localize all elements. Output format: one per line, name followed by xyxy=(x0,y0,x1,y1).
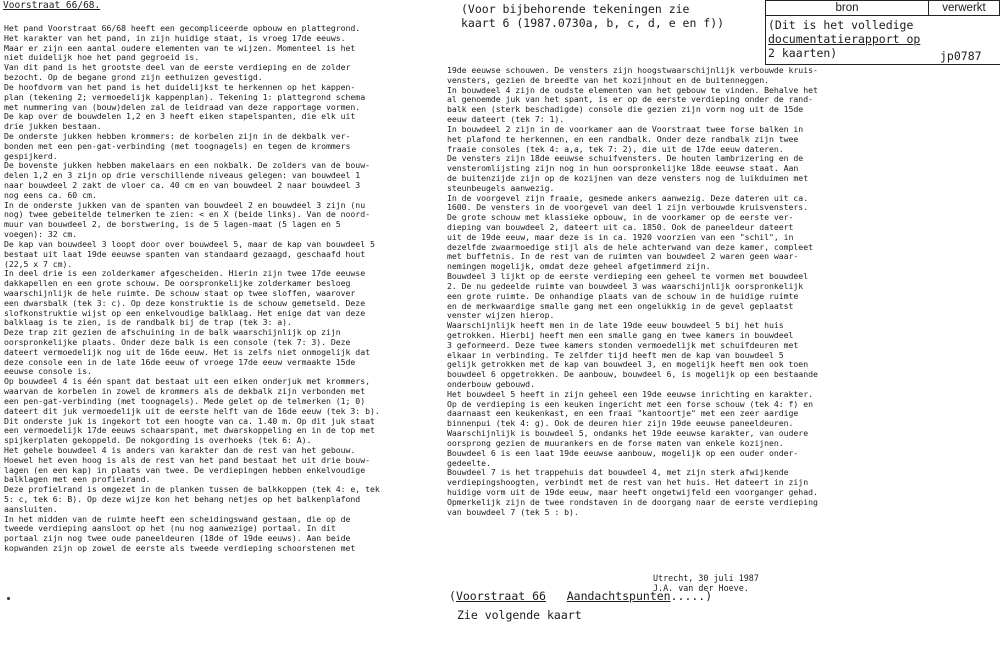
text-line: De grote schouw met klassieke opbouw, in de voorkamer op de eerste ver- xyxy=(447,213,794,223)
text-line: een vermoedelijk 17de eeuws schaarspant, met dwarskoppeling en in de top met xyxy=(4,426,375,436)
text-line: daarnaast een keukenkast, en een fraai "kantoortje" met een zeer aardige xyxy=(447,409,799,419)
text-line: 1600. De vensters in de voorgevel van deel 1 zijn verbouwde kruisvensters. xyxy=(447,203,809,213)
text-line: niet duidelijk hoe het pand gegroeid is. xyxy=(4,53,200,63)
text-line: verdiepingshoogten, verbindt met de rest van het huis. Het dateert in zijn xyxy=(447,478,809,488)
text-line: In bouwdeel 4 zijn de oudste elementen van het gebouw te vinden. Behalve het xyxy=(447,85,818,95)
text-line: venster wijzen hierop. xyxy=(447,311,555,321)
text-line: slofkonstruktie wijst op een enkelvoudige balklaag. Het enige dat van deze xyxy=(4,308,366,318)
text-line: bouwdeel 6 opgetrokken. De aanbouw, bouwdeel 6, is mogelijk op een bestaande xyxy=(447,370,818,380)
text-line: dakkapellen en een grote schouw. De oorspronkelijke zolderkamer besloeg xyxy=(4,279,351,289)
text-line: De kap over de bouwdelen 1,2 en 3 heeft eiken stapelspanten, die elk uit xyxy=(4,112,356,122)
text-line: en de merkwaardige smalle gang met een ongelukkig in de gevel geplaatst xyxy=(447,301,794,311)
left-text-column xyxy=(4,24,441,604)
text-line: uit de 19de eeuw, maar deze is in ca. 1920 voorzien van een "schil", in xyxy=(447,232,794,242)
text-line: 5: c, tek 6: B). Op deze wijze kon het behang netjes op het balkenplafond xyxy=(4,495,361,504)
footer-subject: Aandachtspunten xyxy=(566,589,671,603)
text-line: het plafond te herkennen, en een randbalk. Onder deze randbalk zijn twee xyxy=(447,134,799,144)
text-line: de buitenzijde zijn op de kozijnen van deze vensters nog de luikduimen met xyxy=(447,173,809,183)
text-line: In de voorgevel zijn fraaie, gesmede ankers aanwezig. Deze dateren uit ca. xyxy=(447,193,809,203)
text-line: De vensters zijn 18de eeuwse schuifvensters. De houten lambrizering en de xyxy=(447,154,804,164)
text-line: een grote ruimte. De onhandige plaats van de schouw in de huidige ruimte xyxy=(447,291,799,301)
text-line: Deze profielrand is omgezet in de planken tussen de balkkoppen (tek 4: e, tek xyxy=(4,485,380,495)
text-line: kopwanden zijn op zowel de eerste als tweede verdieping schoorstenen met xyxy=(4,544,356,554)
text-line: getrokken. Hierbij heeft men een smalle gang en twee kamers in bouwdeel xyxy=(447,330,794,340)
text-line: huidige vorm uit de 19de eeuw, maar heeft ongetwijfeld een voorganger gehad. xyxy=(447,487,818,497)
text-line: binnenpui (tek 4: g). Ook de deuren hier zijn 19de eeuwse paneeldeuren. xyxy=(447,419,794,429)
drawings-note-line-1: (Voor bijbehorende tekeningen zie xyxy=(461,2,690,16)
text-line: dateert vermoedelijk nog uit de 16de eeuw. Het is zelfs niet onmogelijk dat xyxy=(4,347,370,357)
text-line: balk een (sterk beschadigde) console die gezien zijn vorm nog uit de 15de xyxy=(447,105,804,115)
text-line: lagen (en een kap) in plaats van twee. De verdiepingen hebben enkelvoudige xyxy=(4,465,366,475)
text-line: De bovenste jukken hebben makelaars en een nokbalk. De zolders van de bouw- xyxy=(4,161,370,171)
documentation-note-line-2: documentatierapport op xyxy=(768,32,921,46)
text-line: waarschijnlijk de hele ruimte. De schouw staat op twee sloffen, waarover xyxy=(4,288,356,298)
text-line: een pen-gat-verbinding (met toognagels). Mede gelet op de telmerken (1; 0) xyxy=(4,396,366,406)
text-line: Het bouwdeel 5 heeft in zijn geheel een 19de eeuwse inrichting en karakter. xyxy=(447,389,813,399)
text-line: nog eens ca. 60 cm. xyxy=(4,190,97,200)
text-line: Van dit pand is het grootste deel van de eerste verdieping en de zolder xyxy=(4,63,351,73)
text-line: In het midden van de ruimte heeft een scheidingswand gestaan, die op de xyxy=(4,514,351,524)
drawings-note-line-2: kaart 6 (1987.0730a, b, c, d, e en f)) xyxy=(461,16,725,30)
text-line: In bouwdeel 2 zijn in de voorkamer aan de Voorstraat twee forse balken in xyxy=(447,124,804,134)
text-line: dateert dit juk vermoedelijk uit de eerste helft van de 16de eeuw (tek 3: b). xyxy=(4,406,380,416)
text-line: met nummering van (bouw)delen zal de leidraad van deze rapportage vormen. xyxy=(4,102,361,112)
text-line: van bouwdeel 7 (tek 5 : b). xyxy=(447,507,579,517)
text-line: Op de verdieping is een keuken ingericht met een forse schouw (tek 4: f) en xyxy=(447,399,813,409)
text-line: Het gehele bouwdeel 4 is anders van karakter dan de rest van het gebouw. xyxy=(4,445,356,455)
text-line: eeuw dateert (tek 7: 1). xyxy=(447,115,565,125)
text-line: steunbeugels aanwezig. xyxy=(447,183,555,193)
text-line: tweede verdieping aansloot op het (nu nog aanwezige) portaal. In dit xyxy=(4,524,336,534)
verwerkt-code: jp0787 xyxy=(940,49,982,63)
text-line: muur van bouwdeel 2, de borstwering, is de 5 lagen-maat (5 lagen en 5 xyxy=(4,220,341,230)
text-line: bonden met een pen-gat-verbinding (met toognagels) en tegen de krommers xyxy=(4,141,351,151)
text-line: met buffetnis. In de rest van de ruimten van bouwdeel 2 waren geen waar- xyxy=(447,252,799,262)
text-line: onderbouw gebouwd. xyxy=(447,380,535,389)
text-line: al genoemde juk van het spant, is er op de eerste verdieping onder de rand- xyxy=(447,95,813,105)
box-divider-horizontal xyxy=(765,64,1000,65)
drawings-note xyxy=(461,2,761,30)
signature-place-date: Utrecht, 30 juli 1987 xyxy=(653,573,759,583)
verwerkt-header-cell: verwerkt xyxy=(928,0,1000,16)
text-line: nemingen mogelijk, omdat deze geheel afgetimmerd zijn. xyxy=(447,262,711,272)
text-line: (22,5 x 7 cm). xyxy=(4,259,73,269)
text-line: oorspronkelijke plaats. Onder deze balk is een console (tek 7: 3). Deze xyxy=(4,338,351,347)
text-line: Bouwdeel 7 is het trappehuis dat bouwdeel 4, met zijn sterk afwijkende xyxy=(447,468,789,478)
text-line: balklaag is te zien, is de randbalk bij de trap (tek 3: a). xyxy=(4,318,292,328)
signature-name: J.A. van der Hoeve. xyxy=(653,583,749,593)
text-line: elkaar in verbinding. Te zelfder tijd heeft men de kap van bouwdeel 5 xyxy=(447,350,784,360)
footer-gap xyxy=(546,589,567,603)
text-line: eeuwse console is. xyxy=(4,367,92,377)
text-line: aansluiten. xyxy=(4,504,58,514)
text-line: deze console een in de late 16de eeuw of vroege 17de eeuw vermaakte 15de xyxy=(4,357,356,367)
text-line: balklagen met een profielrand. xyxy=(4,475,151,485)
text-line: Bouwdeel 3 lijkt op de eerste verdieping een geheel te vormen met bouwdeel xyxy=(447,272,809,282)
text-line: 2. De nu gedeelde ruimte van bouwdeel 3 was waarschijnlijk oorspronkelijk xyxy=(447,281,804,291)
text-line: naar bouwdeel 2 zakt de vloer ca. 40 cm en van bouwdeel 2 naar bouwdeel 3 xyxy=(4,181,361,190)
text-line: waarvan de korbelen in zowel de krommers als de dekbalk zijn verbonden met xyxy=(4,387,366,397)
text-line: gelijk getrokken met de kap van bouwdeel 3, en mogelijk heeft men ook toen xyxy=(447,360,809,370)
text-line: In deel drie is een zolderkamer afgescheiden. Hierin zijn twee 17de eeuwse xyxy=(4,269,366,279)
text-line: bezocht. Op de begane grond zijn eethuizen gevestigd. xyxy=(4,73,263,83)
text-line: Het pand Voorstraat 66/68 heeft een gecompliceerde opbouw en plattegrond. xyxy=(4,24,361,33)
footer-address: Voorstraat 66 xyxy=(455,589,546,603)
text-line: vensters, gezien de breedte van het kozijnhout en de buitenneggen. xyxy=(447,75,770,85)
text-line: gedeelte. xyxy=(447,458,491,468)
text-line: Het karakter van het pand, in zijn huidige staat, is vroeg 17de eeuws. xyxy=(4,33,346,43)
document-reference: Voorstraat 66/68. xyxy=(3,0,101,11)
text-line: fraaie consoles (tek 4: a,a, tek 7: 2), die uit de 17de eeuw dateren. xyxy=(447,144,784,154)
text-line: Waarschijnlijk is bouwdeel 5, ondanks het 19de eeuwse karakter, van oudere xyxy=(447,429,809,439)
text-line: Waarschijnlijk heeft men in de late 19de eeuw bouwdeel 5 bij het huis xyxy=(447,321,784,331)
text-line: voegen): 32 cm. xyxy=(4,230,78,240)
box-divider-vertical xyxy=(765,15,766,65)
documentation-note-line-3: 2 kaarten) xyxy=(768,46,838,60)
documentation-note xyxy=(768,18,938,60)
text-line: 3 geformeerd. Deze twee kamers stonden vermoedelijk met schuifdeuren met xyxy=(447,340,799,350)
text-line: 19de eeuwse schouwen. De vensters zijn hoogstwaarschijnlijk verbouwde kruis- xyxy=(447,66,818,75)
footer-open: ( xyxy=(449,589,456,603)
right-text-column xyxy=(447,66,877,556)
text-line: delen 1,2 en 3 zijn op drie verschillende niveaus gelegen: van bouwdeel 1 xyxy=(4,171,361,181)
text-line: De hoofdvorm van het pand is het duidelijkst te herkennen op het kappen- xyxy=(4,82,356,92)
text-line: vensteromlijsting zijn nog in hun oorspronkelijke 18de eeuwse staat. Aan xyxy=(447,164,799,174)
footer-rest: .....) xyxy=(670,589,713,603)
text-line: drie jukken bestaan. xyxy=(4,122,102,132)
text-line: gespijkerd. xyxy=(4,151,58,161)
text-line: dezelfde zwaarmoedige stijl als de hele achterwand van deze kamer, compleet xyxy=(447,242,813,252)
text-line: Maar er zijn een aantal oudere elementen van te wijzen. Momenteel is het xyxy=(4,43,356,53)
text-line: Op bouwdeel 4 is één spant dat bestaat uit een eiken onderjuk met krommers, xyxy=(4,377,370,387)
text-line: dieping van bouwdeel 2, dateert uit ca. 1850. Ook de paneeldeur dateert xyxy=(447,223,794,232)
text-line: oorsprong gezien de muurankers en de forse maten van enkele kozijnen. xyxy=(447,438,784,448)
text-line: portaal zijn nog twee oude paneeldeuren (18de of 19de eeuws). Aan beide xyxy=(4,534,351,544)
text-line: nog) twee gebeitelde telmerken te zien: < en X (beide links). Van de noord- xyxy=(4,210,370,220)
text-line: een dwarsbalk (tek 3: c). Op deze konstruktie is de schouw gemetseld. Deze xyxy=(4,298,366,308)
text-line: Deze trap zit gezien de afschuining in de balk waarschijnlijk op zijn xyxy=(4,328,341,338)
footer-continuation: Zie volgende kaart xyxy=(457,608,582,622)
text-line: Opmerkelijk zijn de twee rondstaven in de doorgang naar de eerste verdieping xyxy=(447,497,818,507)
text-line: Bouwdeel 6 is een laat 19de eeuwse aanbouw, mogelijk op een ouder onder- xyxy=(447,448,799,458)
text-line: De onderste jukken hebben krommers: de korbelen zijn in de dekbalk ver- xyxy=(4,131,351,141)
text-line: De kap van bouwdeel 3 loopt door over bouwdeel 5, maar de kap van bouwdeel 5 xyxy=(4,239,375,249)
text-line: plan (tekening 2; vermoedelijk kappenplan). Tekening 1: plattegrond schema xyxy=(4,92,366,102)
text-line: Dit onderste juk is ingekort tot een hoogte van ca. 1.40 m. Op dit juk staat xyxy=(4,416,375,426)
text-line: In de onderste jukken van de spanten van bouwdeel 2 en bouwdeel 3 zijn (nu xyxy=(4,200,366,210)
punch-mark xyxy=(7,597,10,600)
text-line: bestaat uit laat 19de eeuwse spanten van standaard gezaagd, geschaafd hout xyxy=(4,249,366,259)
text-line: spijkerplaten gekoppeld. De nokgording is overhoeks (tek 6: A). xyxy=(4,436,312,446)
footer-title xyxy=(449,589,712,603)
documentation-note-line-1: (Dit is het volledige xyxy=(768,18,914,32)
text-line: Hoewel het even hoog is als de rest van het pand bestaat het uit drie bouw- xyxy=(4,455,370,465)
bron-header-cell: bron xyxy=(765,0,929,16)
